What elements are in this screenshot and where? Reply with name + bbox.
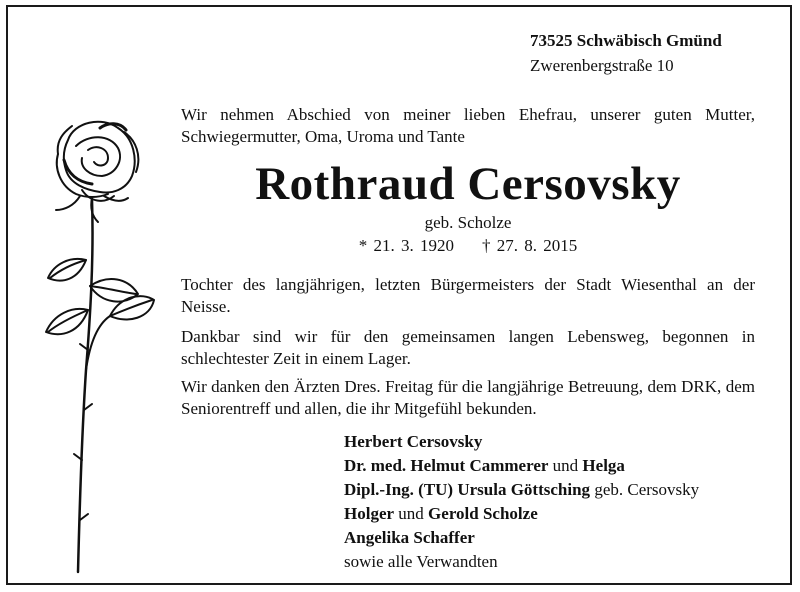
- death-date: † 27. 8. 2015: [482, 236, 578, 255]
- intro-text: Wir nehmen Abschied von meiner lieben Ehefrau, unserer guten Mutter, Schwiegermutter, Oma, Uroma und Tante: [181, 105, 755, 146]
- signers-list: [344, 430, 699, 574]
- signer-line: Herbert Cersovsky: [344, 432, 483, 451]
- birth-name: geb. Scholze: [424, 213, 512, 232]
- rose-icon: [28, 110, 158, 580]
- address-block: [530, 28, 722, 78]
- deceased-name: Rothraud Cersovsky: [255, 158, 681, 210]
- life-dates: [181, 235, 755, 257]
- address-city: 73525 Schwäbisch Gmünd: [530, 31, 722, 50]
- signer-line: Angelika Schaffer: [344, 528, 475, 547]
- signer-line: Dipl.-Ing. (TU) Ursula Göttsching geb. Cersovsky: [344, 480, 700, 499]
- signer-line: Dr. med. Helmut Cammerer und Helga: [344, 456, 625, 475]
- birth-date: * 21. 3. 1920: [358, 236, 454, 255]
- paragraph-father: Tochter des langjährigen, letzten Bürgermeisters der Stadt Wiesenthal an der Neisse.: [181, 275, 755, 316]
- paragraph-thanks: Wir danken den Ärzten Dres. Freitag für die langjährige Betreuung, dem DRK, dem Seniorentreff und allen, die ihr Mitgefühl bekunden.: [181, 377, 755, 418]
- address-street: Zwerenbergstraße 10: [530, 56, 674, 75]
- signer-line: Holger und Gerold Scholze: [344, 504, 538, 523]
- paragraph-gratitude: Dankbar sind wir für den gemeinsamen langen Lebensweg, begonnen in schlechtester Zeit in einem Lager.: [181, 327, 755, 368]
- signer-line: sowie alle Verwandten: [344, 552, 498, 571]
